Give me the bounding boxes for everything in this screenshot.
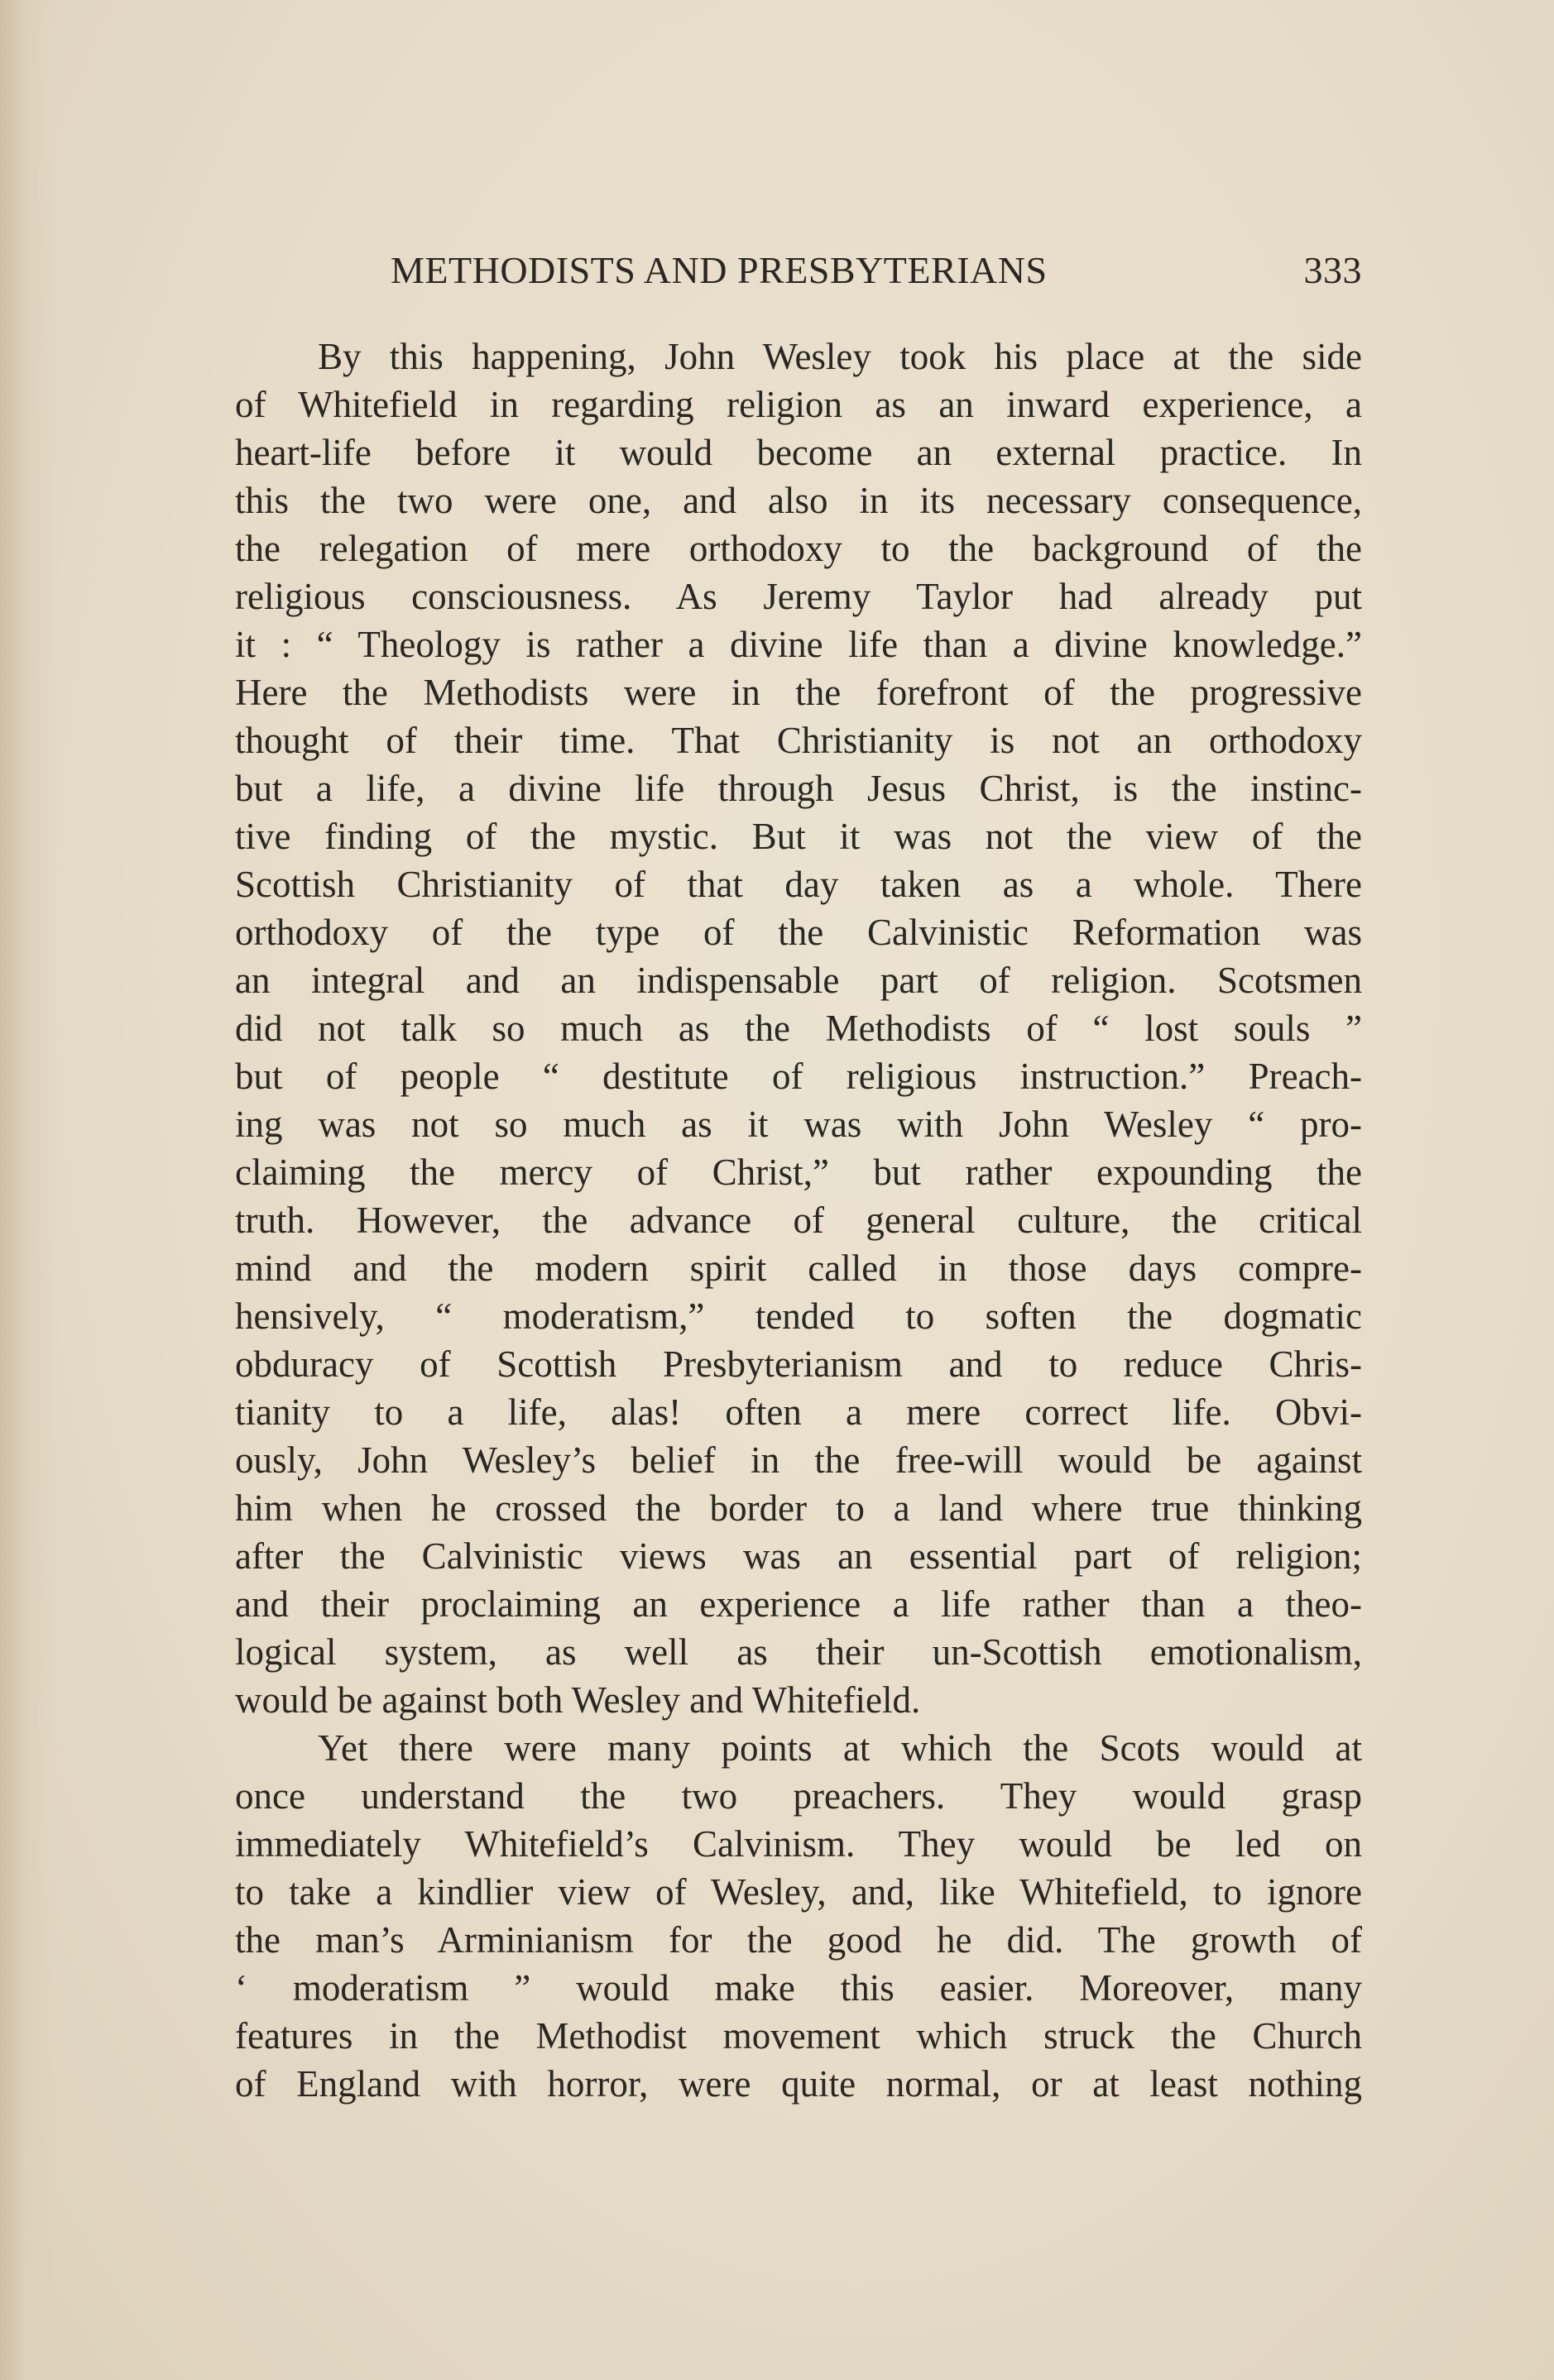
text-line: this the two were one, and also in its necessary consequence, [235, 480, 1362, 521]
text-line: ‘ moderatism ” would make this easier. Moreover, many [235, 1967, 1362, 2009]
text-line: features in the Methodist movement which struck the Church [235, 2015, 1362, 2057]
text-line: an integral and an indispensable part of religion. Scotsmen [235, 960, 1362, 1001]
text-line: but of people “ destitute of religious instruction.” Preach- [235, 1056, 1362, 1097]
text-line: tianity to a life, alas! often a mere correct life. Obvi- [235, 1391, 1362, 1433]
text-line: it : “ Theology is rather a divine life than a divine knowledge.” [235, 624, 1362, 665]
text-line: Scottish Christianity of that day taken as a whole. There [235, 864, 1362, 905]
paragraph-1 [235, 333, 1362, 1724]
text-line: Here the Methodists were in the forefront of the progressive [235, 672, 1362, 713]
text-line: but a life, a divine life through Jesus Christ, is the instinc- [235, 768, 1362, 809]
text-line: the relegation of mere orthodoxy to the background of the [235, 528, 1362, 569]
text-line: ing was not so much as it was with John Wesley “ pro- [235, 1104, 1362, 1145]
text-line: obduracy of Scottish Presbyterianism and to reduce Chris- [235, 1343, 1362, 1385]
text-line: after the Calvinistic views was an essential part of religion; [235, 1535, 1362, 1577]
text-line: mind and the modern spirit called in those days compre- [235, 1247, 1362, 1289]
running-head-title: METHODISTS AND PRESBYTERIANS [391, 249, 1048, 291]
text-line: the man’s Arminianism for the good he did. The growth of [235, 1919, 1362, 1961]
text-line: did not talk so much as the Methodists of “ lost souls ” [235, 1008, 1362, 1049]
paragraph-2 [235, 1724, 1362, 2108]
text-line: of England with horror, were quite normal, or at least nothing [235, 2063, 1362, 2105]
text-line: once understand the two preachers. They would grasp [235, 1775, 1362, 1817]
text-line: immediately Whitefield’s Calvinism. They would be led on [235, 1823, 1362, 1865]
text-line: hensively, “ moderatism,” tended to soften the dogmatic [235, 1295, 1362, 1337]
body-text [235, 333, 1362, 2108]
page-edge-shadow [0, 0, 58, 2380]
text-line: logical system, as well as their un-Scottish emotionalism, [235, 1631, 1362, 1673]
text-line: him when he crossed the border to a land where true thinking [235, 1487, 1362, 1529]
text-line: to take a kindlier view of Wesley, and, like Whitefield, to ignore [235, 1871, 1362, 1913]
text-line: thought of their time. That Christianity is not an orthodoxy [235, 720, 1362, 761]
text-line: truth. However, the advance of general culture, the critical [235, 1200, 1362, 1241]
text-line: would be against both Wesley and Whitefield. [235, 1679, 921, 1721]
text-line: claiming the mercy of Christ,” but rather expounding the [235, 1152, 1362, 1193]
text-line: Yet there were many points at which the Scots would at [318, 1727, 1362, 1769]
text-line: By this happening, John Wesley took his place at the side [318, 336, 1362, 377]
text-line: tive finding of the mystic. But it was not the view of the [235, 816, 1362, 857]
text-line: orthodoxy of the type of the Calvinistic Reformation was [235, 912, 1362, 953]
running-head [235, 248, 1362, 301]
text-line: heart-life before it would become an external practice. In [235, 432, 1362, 473]
text-line: ously, John Wesley’s belief in the free-will would be against [235, 1439, 1362, 1481]
text-line: of Whitefield in regarding religion as an inward experience, a [235, 384, 1362, 425]
text-line: religious consciousness. As Jeremy Taylor had already put [235, 576, 1362, 617]
page-number: 333 [1303, 249, 1362, 291]
text-line: and their proclaiming an experience a life rather than a theo- [235, 1583, 1362, 1625]
